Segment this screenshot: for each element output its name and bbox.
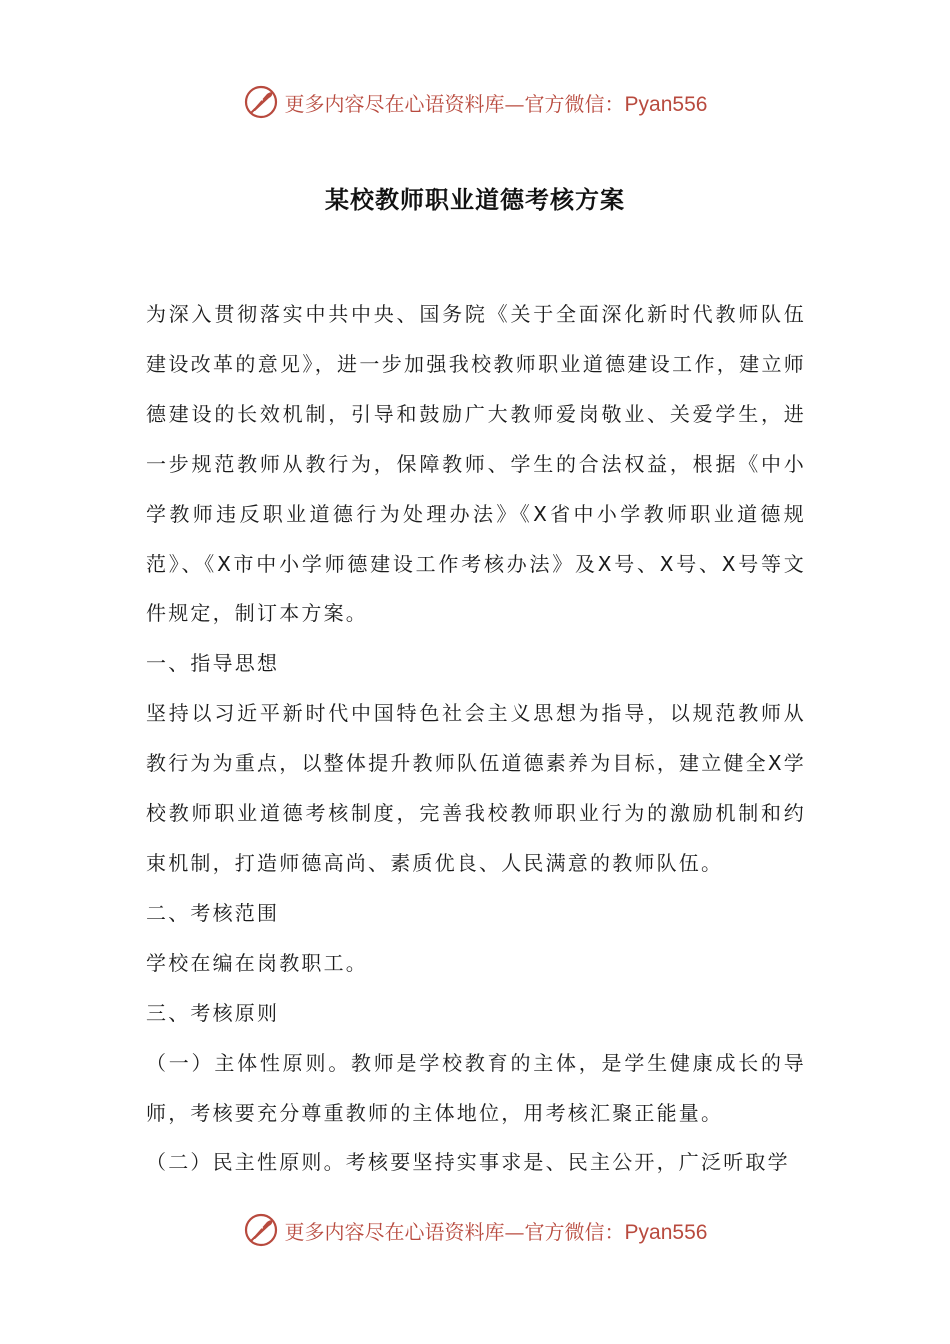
header-banner-text (285, 88, 708, 117)
section-heading-scope: 二、考核范围 (146, 900, 280, 925)
principle-democracy-paragraph: （二）民主性原则。考核要坚持实事求是、民主公开，广泛听取学 (146, 1150, 790, 1175)
document-body (146, 290, 806, 1188)
section-heading-guiding-ideology: 一、指导思想 (146, 651, 280, 676)
footer-banner (0, 1210, 950, 1250)
page-title: 某校教师职业道德考核方案 (325, 185, 625, 214)
footer-banner-text (285, 1216, 708, 1245)
principle-subjectivity-paragraph: （一）主体性原则。教师是学校教育的主体，是学生健康成长的导师，考核要充分尊重教师的主体地位，用考核汇聚正能量。 (146, 1050, 806, 1125)
section-heading-principles: 三、考核原则 (146, 1000, 280, 1025)
footer-wechat-id: Pyan556 (624, 1220, 708, 1244)
quill-pen-logo-icon (243, 1212, 279, 1248)
scope-paragraph: 学校在编在岗教职工。 (146, 950, 368, 975)
intro-paragraph: 为深入贯彻落实中共中央、国务院《关于全面深化新时代教师队伍建设改革的意见》，进一步加强我校教师职业道德建设工作，建立师德建设的长效机制，引导和鼓励广大教师爱岗敬业、关爱学生，进一步规范教师从教行为，保障教师、学生的合法权益，根据《中小学教师违反职业道德行为处理办法》《X省中小学教师职业道德规范》、《X市中小学师德建设工作考核办法》及X号、X号、X号等文件规定，制订本方案。 (146, 302, 806, 626)
guiding-ideology-paragraph: 坚持以习近平新时代中国特色社会主义思想为指导，以规范教师从教行为为重点，以整体提升教师队伍道德素养为目标，建立健全X学校教师职业道德考核制度，完善我校教师职业行为的激励机制和约束机制，打造师德高尚、素质优良、人民满意的教师队伍。 (146, 701, 806, 875)
footer-banner-label: 更多内容尽在心语资料库—官方微信： (284, 1219, 625, 1244)
header-banner (0, 82, 950, 122)
quill-pen-logo-icon (243, 84, 279, 120)
header-banner-label: 更多内容尽在心语资料库—官方微信： (284, 91, 625, 116)
header-wechat-id: Pyan556 (624, 92, 708, 116)
